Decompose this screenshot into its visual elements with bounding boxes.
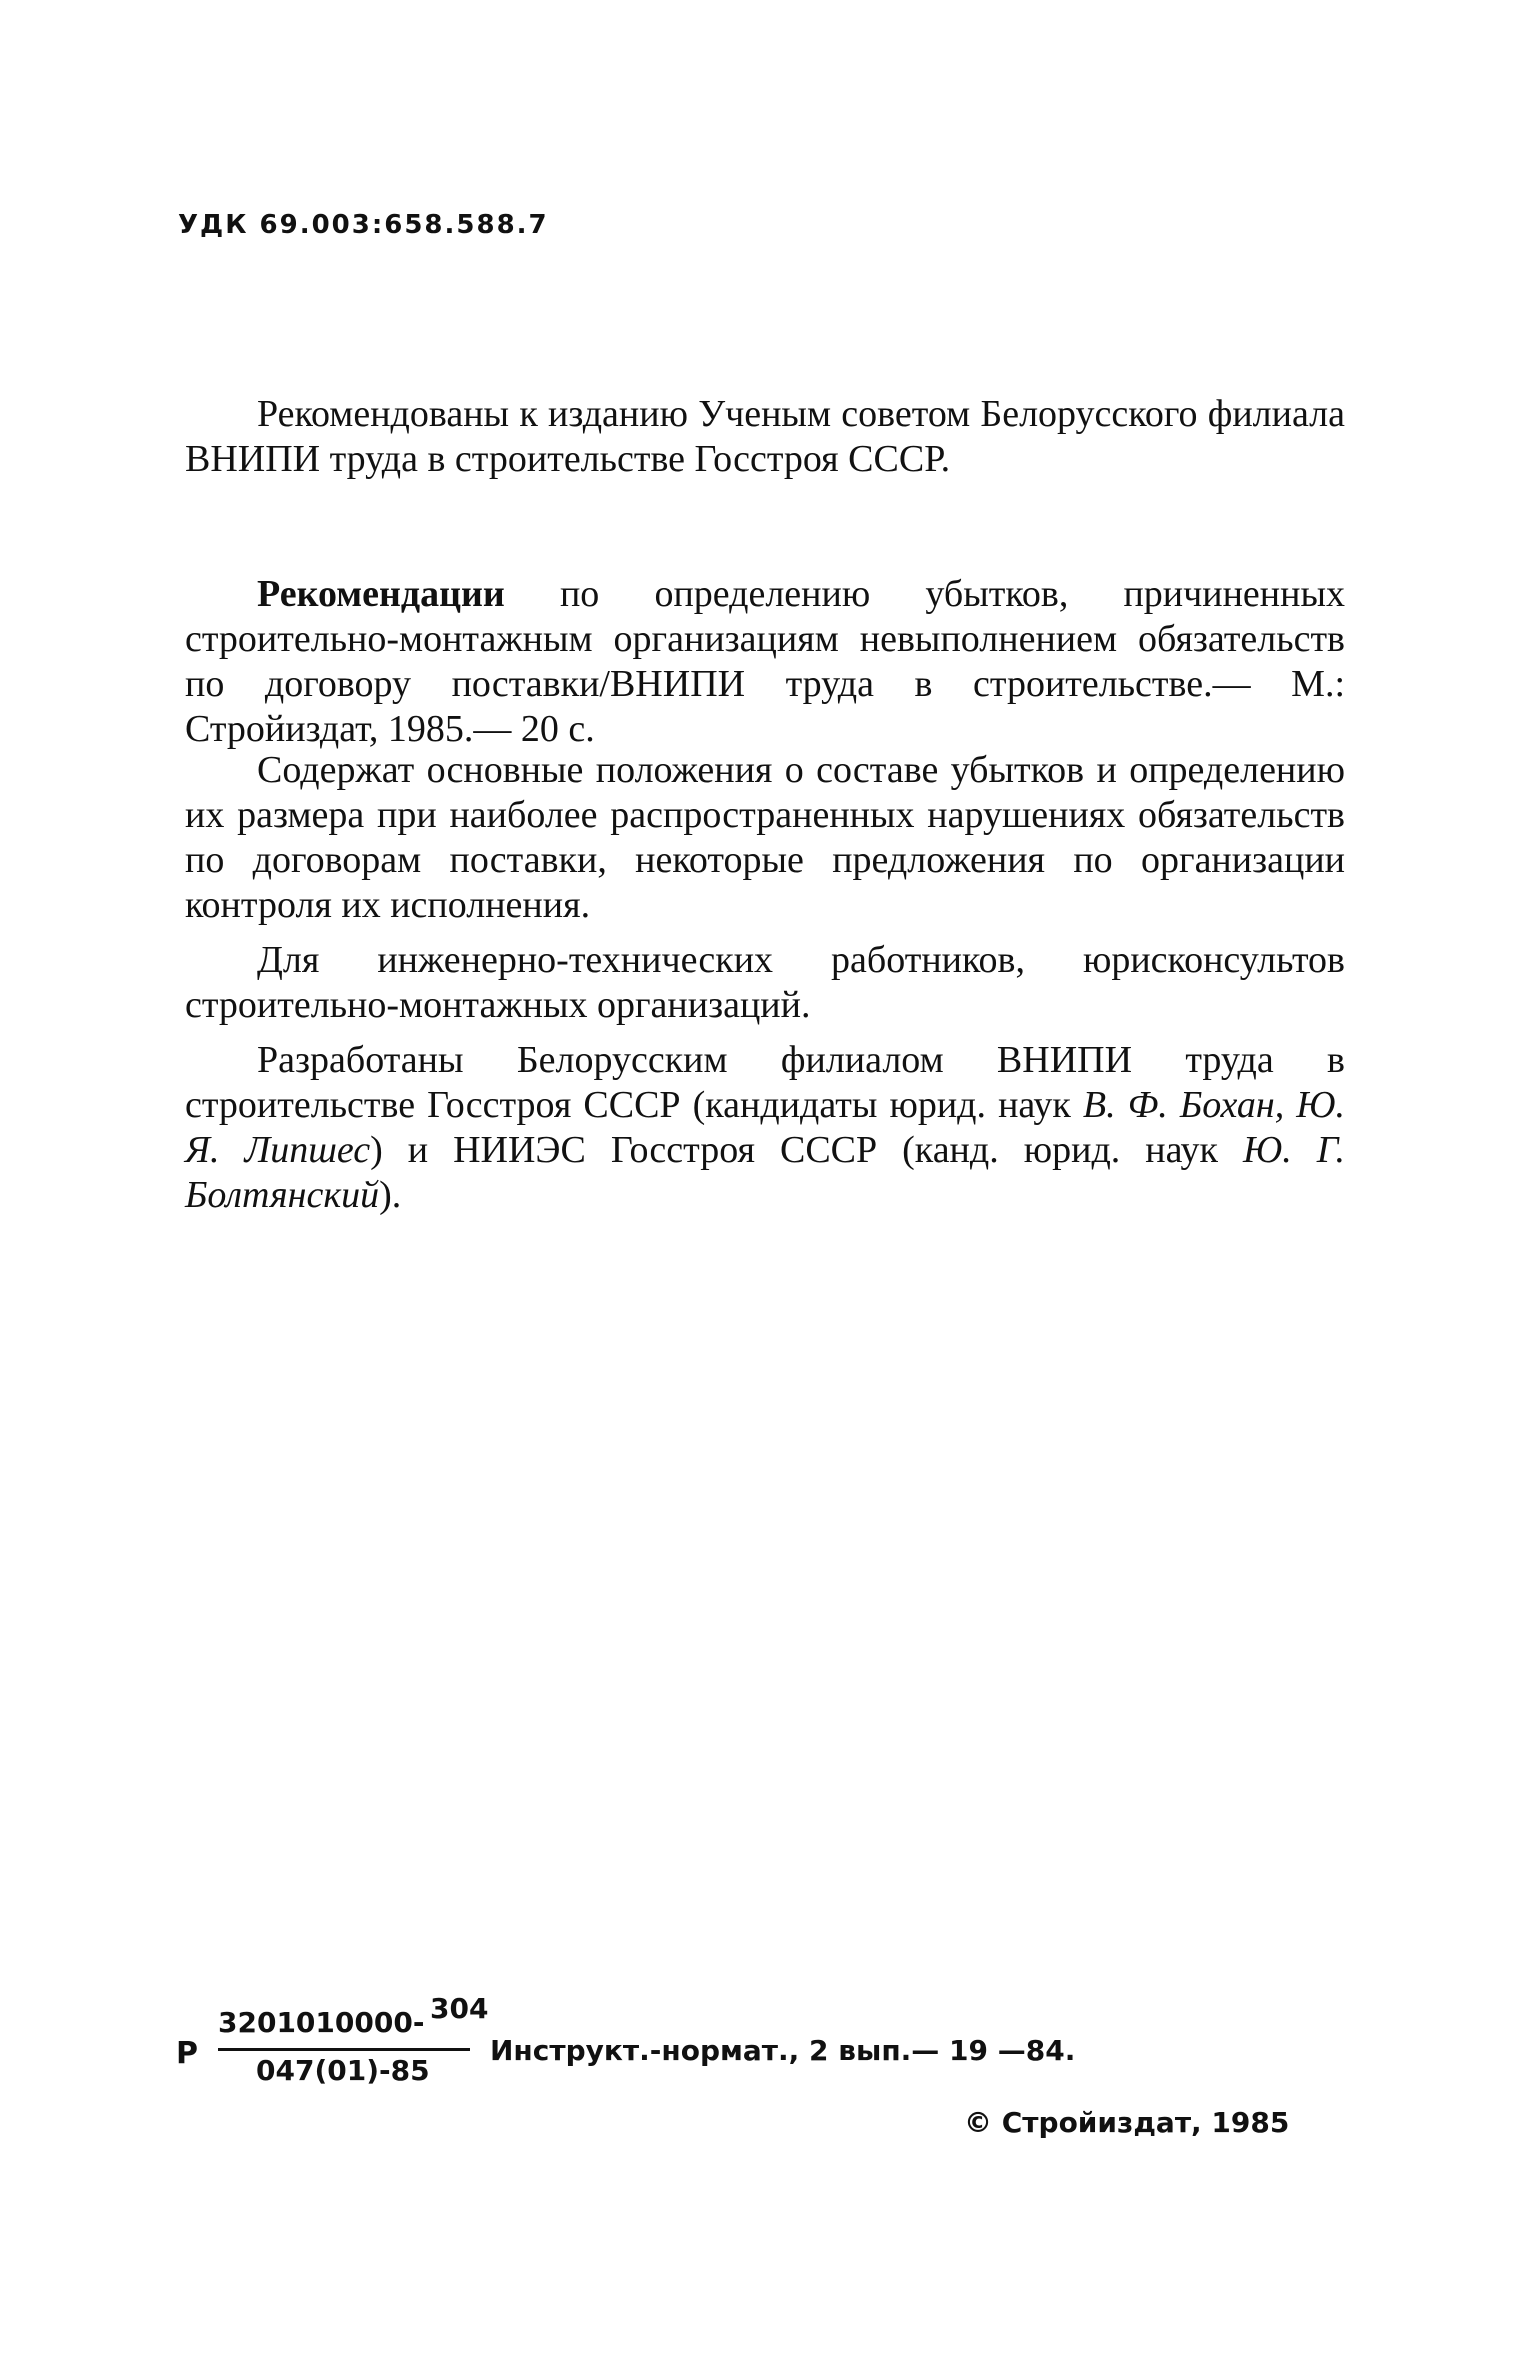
- abstract-paragraph-2: Для инженерно-технических работников, юрисконсультов строительно-монтажных организаций.: [185, 939, 1345, 1026]
- abstract-paragraph-1: Содержат основные положения о составе убытков и определению их размера при наиболее распространенных нарушениях обязательств по договорам поставки, некоторые предложения по организации контроля их исполнения.: [185, 749, 1345, 926]
- index-superscript: 304: [430, 1992, 489, 2025]
- authors-end: ).: [379, 1174, 402, 1216]
- index-denominator: 047(01)-85: [256, 2054, 430, 2087]
- authors-middle: ) и НИИЭС Госстроя СССР (канд. юрид. наук: [370, 1129, 1243, 1171]
- index-text: Инструкт.-нормат., 2 вып.— 19 —84.: [490, 2034, 1076, 2067]
- abstract: [185, 748, 1345, 1218]
- recommendation-note: [185, 392, 1345, 482]
- bibliographic-title: Рекомендации: [257, 573, 505, 615]
- fraction-line: [218, 2048, 470, 2051]
- authors-intro: Разработаны Белорусским филиалом ВНИПИ труда в строительстве Госстроя СССР (кандидаты юрид. наук: [185, 1039, 1345, 1126]
- index-numerator: 3201010000-: [218, 2006, 425, 2039]
- authors-names-2: Ю. Г. Болтянский: [185, 1129, 1345, 1216]
- udk-code: УДК 69.003:658.588.7: [178, 210, 549, 240]
- index-letter: Р: [176, 2036, 198, 2071]
- recommendation-text: Рекомендованы к изданию Ученым советом Белорусского филиала ВНИПИ труда в строительстве Госстроя СССР.: [185, 393, 1345, 480]
- abstract-paragraph-3: [185, 1038, 1345, 1218]
- copyright: © Стройиздат, 1985: [964, 2106, 1290, 2139]
- bibliographic-description: [185, 572, 1345, 752]
- bibliographic-rest: по определению убытков, причиненных строительно-монтажным организациям невыполнением обязательств по договору поставки/ВНИПИ труда в строительстве.— М.: Стройиздат, 1985.— 20 с.: [185, 573, 1345, 750]
- bibliographic-paragraph: [185, 572, 1345, 752]
- authors-names-1: В. Ф. Бохан, Ю. Я. Липшес: [185, 1084, 1345, 1171]
